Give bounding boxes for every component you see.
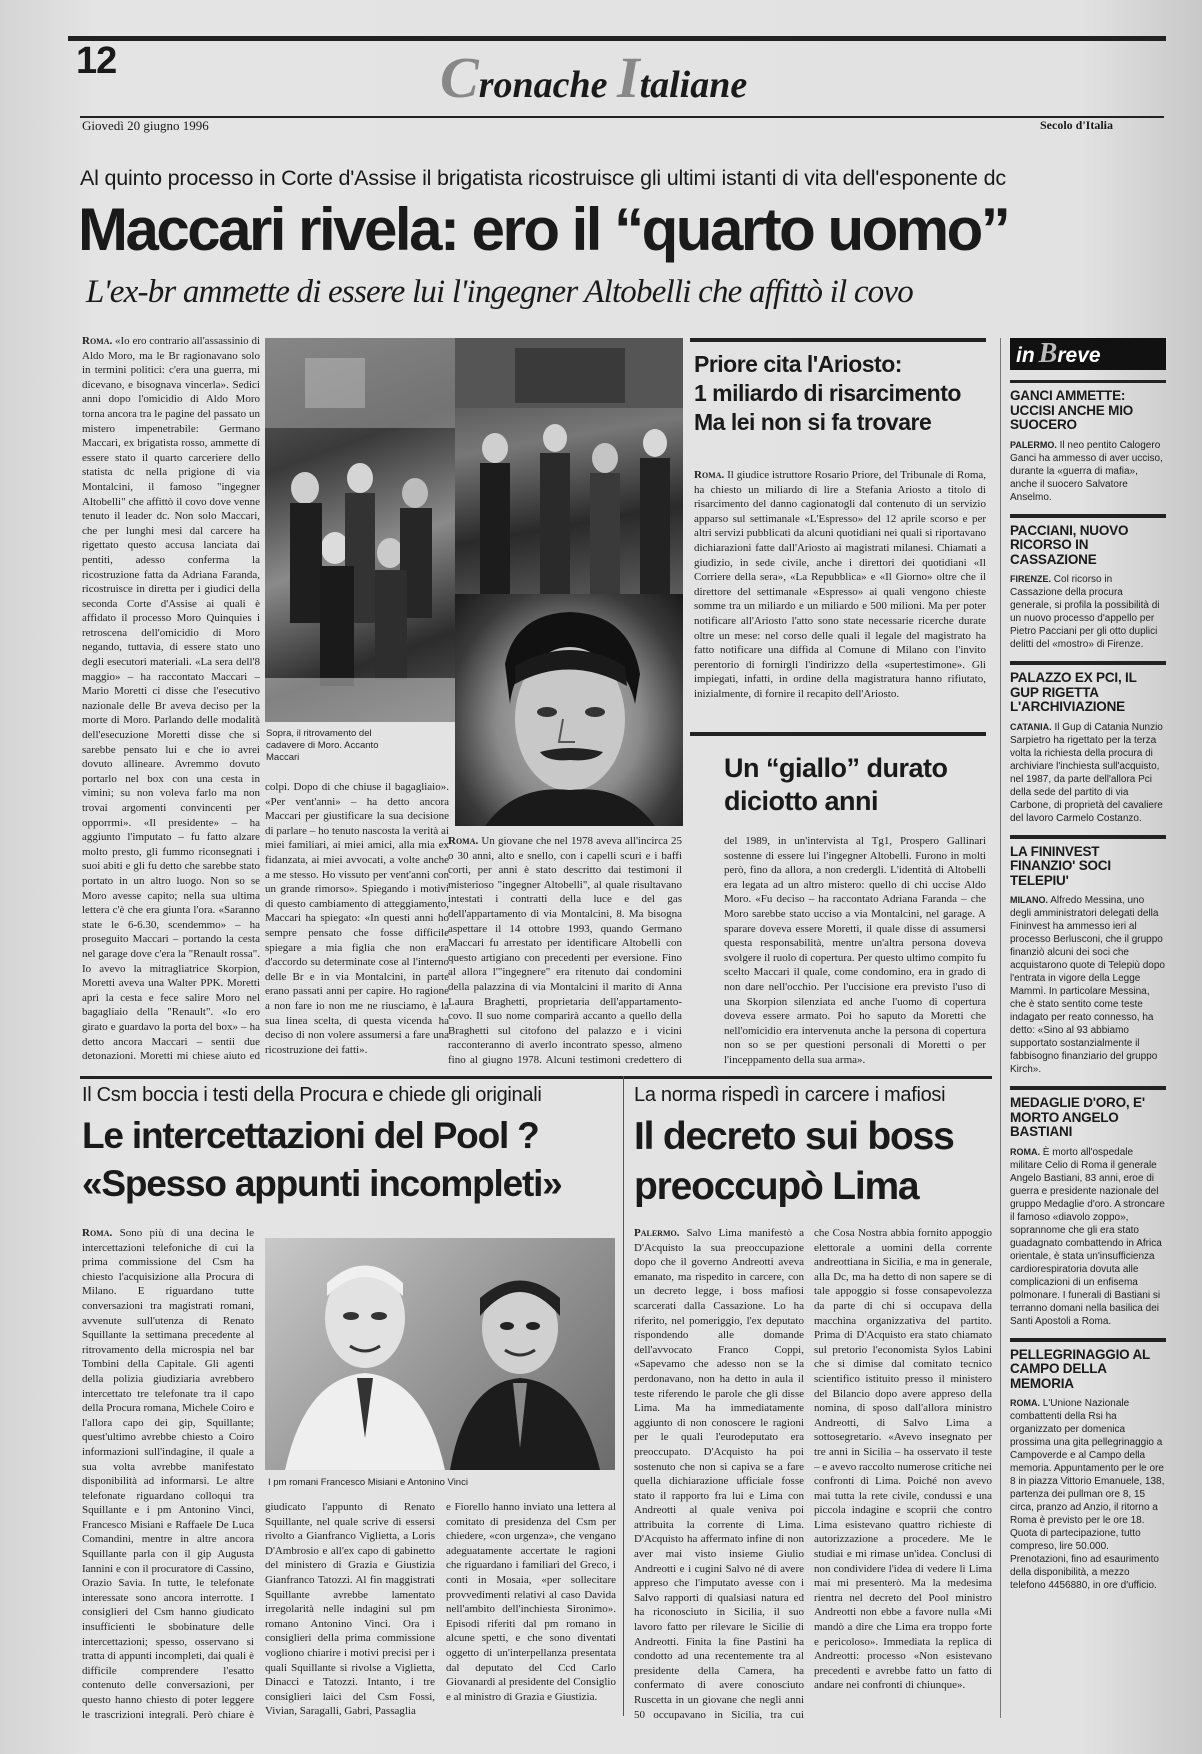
portrait-illustration (455, 594, 683, 826)
sidebar2-headline (724, 752, 994, 818)
brevi-separator (1010, 661, 1166, 665)
brevi-item (1010, 835, 1166, 1077)
brevi-item (1010, 380, 1166, 504)
brevi-body: L'Unione Nazionale combattenti della Rsi ha organizzato per domenica prossima una gita pellegrinaggio a Campoverde e al Campo della memoria. Appuntamento per le ore 8 in piazza Vittorio Emanuele, 138, partenza dei pullman ore 8, 15 circa, pranzo ad Anzio, il ritorno a Roma è previsto per le ore 18. Quota di partecipazione, tutto compreso, lire 50.000. Prenotazioni, fino ad esaurimento della disponibilità, a mezzo telefono 4456880, in ore d'ufficio. (1010, 1398, 1165, 1591)
sidebar2-headline-line2: diciotto anni (724, 786, 878, 816)
brevi-text (1010, 894, 1166, 1076)
lead-dateline: Roma. (82, 335, 113, 347)
sidebar1-rule (690, 338, 986, 342)
lima-dateline: Palermo. (634, 1227, 680, 1239)
brevi-text (1010, 573, 1166, 651)
lead-photo-caption: Sopra, il ritrovamento del cadavere di Moro. Accanto Maccari (266, 728, 379, 763)
section-rest-2: taliane (639, 64, 748, 106)
sidebar1-dateline: Roma. (694, 469, 725, 481)
lima-body-col1: Salvo Lima manifestò a D'Acquisto la sua preoccupazione dopo che il governo Andreotti aveva emanato, ma rispedito in carcere, con un decreto legge, i boss mafiosi scarcerati dalla Cassazione. Lo ha riferito, nel pomeriggio, l'ex deputato rispondendo alle domande dell'avvocato Franco Coppi, «Sapevamo che adesso non se la perdonavano, non ha detto in aula il teste riferendo le parole che gli disse Lima. Ma ha immediatamente aggiunto di non conoscere le ragioni per le quali l'eurodeputato era preoccupato. D'Acquisto ha poi sostenuto che non si capiva se a fare quella dichiarazione ufficiale fosse stato il rapporto fra lui e Lima con Andreotti al quale veniva poi attribuita la corrente di Lima. D'Acquisto ha affermato infine di non aver mai visto insieme Giulio Andreotti e i cugini Salvo né di avere appreso che l'imputato avesse con i Salvo rapporti di qualsiasi natura ed ha riconosciuto in Sicilia, il suo lavoro fatto per rilevare le Sicilie di Andreotti. Finita la fine Pastini ha condotto ad una recentemente tra al presidente della Camera, ha confermato di avere conosciuto Ruscetta in un giovane che negli anni 50 occupavano in Sicilia, tra cui (634, 1227, 804, 1720)
in-breve-in: in (1016, 344, 1035, 367)
pool-headline-line1: Le intercettazioni del Pool ? (82, 1115, 539, 1156)
lima-headline-line2: preoccupò Lima (634, 1165, 919, 1208)
brevi-dateline: MILANO. (1010, 895, 1048, 905)
sidebar1-headline-line3: Ma lei non si fa trovare (694, 409, 932, 435)
brevi-text (1010, 1397, 1166, 1592)
lead-column-2: colpi. Dopo di che chiuse il bagagliaio». «Per vent'anni» – ha detto ancora Maccari per giustificare la sua decisione di parlare – ho tenuto nascosta la verità ai miei familiari, ai miei amici, alla mia ex fidanzata, ai miei avvocati, a volte anche a me stesso. Ho vissuto per vent'anni con un grande rimorso». Spiegando i motivi di questo cambiamento di atteggiamento, Maccari ha spiegato: «In questi anni ho sempre pensato che fosse difficile spiegare a mia figlia che non era d'accordo su determinate cose al l'interno delle Br e in via Montalcini, in parte erano passati anni per capire. Ho ragione a non fare io non me ne riusciamo, è la sua linea scelta, di questa vicenda ha deciso di non volere assumersi a fare una ricostruzione dei fatti». (265, 781, 449, 1056)
brevi-list (1010, 380, 1166, 1592)
pool-text-col2: giudicato l'appunto di Renato Squillante, nel quale scrive di essersi rivolto a Gianfranco Viglietta, a Loris D'Ambrosio e all'ex capo di gabinetto del ministero di Grazia e Giustizia Gianfranco Tatozzi. Al fin maggistrati Squillante avrebbe lamentato irregolarità nelle indagini sul pm romano Antonino Vinci. Ora i consiglieri della prima commissione vogliono chiarire i motivi precisi per i quali Squillante si rivolse a Viglietta, Dinacci e Tatozzi. Intanto, i tre consiglieri laici del Csm Fossi, Vivian, Saragalli, Gabri, Passaglia (265, 1501, 435, 1718)
lead-subhead: L'ex-br ammette di essere lui l'ingegner Altobelli che affittò il covo (86, 274, 913, 310)
section-initial-2: I (616, 45, 640, 110)
lead-kicker: Al quinto processo in Corte d'Assise il brigatista ricostruisce gli ultimi istanti di vita dell'esponente dc (80, 166, 1006, 190)
sidebar2-body-col1: Un giovane che nel 1978 aveva all'incirca 25 o 30 anni, alto e snello, con i capelli scuri e i baffi corti, per anni è stato descritto dai testimoni il misterioso "ingegner Altobelli", al quale risultavano intestati i contratti della luce e del gas dell'appartamento di via Montalcini, 8. Ma bisogna aspettare il 14 ottobre 1993, quando Germano Maccari fu arrestato per identificare Altobelli con questo artigiano con precedenti per eversione. Fino al allora l'"ingegnere" era ritenuto dai condomini della palazzina di via Montalcini il marito di Anna Laura Braghetti, proprietaria dell'appartamento-covo. Il suo nome comparirà accanto a quello della Braghetti sul citofono del palazzo e i vicini racconteranno di averlo incontrato spesso, almeno fino al giugno 1978. Alcuni testimoni credettero di (448, 835, 682, 1066)
in-breve-initial: B (1038, 338, 1058, 369)
sidebar1-headline-line2: 1 miliardo di risarcimento (694, 380, 961, 406)
in-breve-banner (1010, 338, 1166, 370)
pool-text-col1 (82, 1226, 254, 1720)
brevi-text (1010, 721, 1166, 825)
crowd-illustration (265, 338, 455, 722)
brevi-title: PELLEGRINAGGIO AL CAMPO DELLA MEMORIA (1010, 1346, 1150, 1391)
lead-headline: Maccari rivela: ero il “quarto uomo” (78, 196, 1009, 263)
section-title (440, 44, 747, 111)
brevi-separator (1010, 514, 1166, 518)
sidebar2-text-col2: del 1989, in un'intervista al Tg1, Prospero Gallinari sostenne di essere lui l'ingegner Altobelli. Furono in molti però, fino da allora, a non credergli. L'identità di Altobelli era legata ad un altro mistero: quello di chi uccise Aldo Moro. «Fu deciso – ha raccontato Adriana Faranda – che Moro sarebbe stato ucciso a via Montalcini, nel garage. A sparare doveva essere Moretti, il quale disse di assumersi questa responsabilità, mentre un'altra persona doveva svolgere il ruolo di copertura. Per questo ultimo compito fu scelto Maccari il quale, come condomino, era in grado di non dare nell'occhio. Per l'uccisione era previsto l'uso di una Skorpion silenziata ed anche l'uomo di copertura doveva essere armato. Poi ho saputo da Moretti che nell'omicidio era intervenuta anche la persona di copertura non so se per questioni personali di Moretti o per l'inceppamento della sua arma». (724, 835, 986, 1066)
brevi-separator (1010, 1338, 1166, 1342)
brevi-dateline: CATANIA. (1010, 721, 1052, 732)
lima-headline (634, 1112, 994, 1212)
brevi-separator (1010, 835, 1166, 839)
lima-kicker: La norma rispedì in carcere i mafiosi (634, 1084, 946, 1106)
brevi-body: Il neo pentito Calogero Ganci ha ammesso di aver ucciso, durante la «guerra di mafia», anche il suocero Salvatore Anselmo. (1010, 439, 1163, 503)
sidebar2-rule (690, 732, 986, 736)
pool-headline (82, 1112, 622, 1208)
brevi-item (1010, 1086, 1166, 1328)
brevi-text (1010, 439, 1166, 504)
crowd-illustration-right (455, 338, 683, 594)
brevi-separator (1010, 380, 1166, 383)
photo-moro-finding-right (455, 338, 683, 594)
sidebar2-headline-line1: Un “giallo” durato (724, 753, 948, 783)
photo-maccari-portrait (455, 594, 683, 826)
brevi-item (1010, 514, 1166, 652)
pool-text-col3: e Fiorello hanno inviato una lettera al comitato di presidenza del Csm per chiedere, «con urgenza», che vengano adeguatamente accertate le ragioni che riguardano i familiari del Greco, i conti in Mosaia, «per sollecitare provvedimenti relativi al caso Davida nell'ambito dell'inchiesta Sironimo». Episodi riferiti dal pm romano in alcune spetti, e che sono diventati oggetto di un'interpellanza presentata dal deputato del Ccd Carlo Giovanardi al presidente del Consiglio e al ministro di Grazia e Giustizia. (446, 1501, 616, 1703)
brevi-item (1010, 1338, 1166, 1593)
lead-column-1 (82, 334, 260, 1066)
lima-headline-line1: Il decreto sui boss (634, 1115, 954, 1158)
brevi-title: MEDAGLIE D'ORO, E' MORTO ANGELO BASTIANI (1010, 1095, 1145, 1139)
brevi-title: GANCI AMMETTE: UCCISI ANCHE MIO SUOCERO (1010, 388, 1134, 432)
lima-text-col1 (634, 1226, 804, 1720)
in-breve-rest: reve (1057, 344, 1101, 367)
pool-kicker: Il Csm boccia i testi della Procura e chiede gli originali (82, 1084, 542, 1106)
sidebar2-text-col1 (448, 834, 682, 1066)
sidebar1-body: Il giudice istruttore Rosario Priore, del Tribunale di Roma, ha chiesto un miliardo di lire a Stefania Ariosto a titolo di risarcimento del danno cagionatogli dal contenuto di un servizio apparso sul settimanale «L'Espresso» del 12 aprile scorso e per altri servizi pubblicati da alcuni quotidiani nei quali si riportavano dichiarazioni fatte dall'Ariosto ai magistrati milanesi. Chiamati a giudizio, in sede civile, anche i direttori dei quotidiani «Il Corriere della sera», «La Repubblica» e «Il Giorno» oltre che il direttore del settimanale «Espresso» ai quali vengono chieste somme tra un miliardo e un miliardo e 500 milioni. Ma per poter notificare all'Ariosto l'atto sono state necessarie ricerche durate oltre un mese: nel corso delle quali il legale del magistrato ha fatto notificare una diffida al Comune di Milano con l'invito perentorio di fornirgli l'indirizzo della «supertestimone». Gli impiegati, infatti, in ordine della magistratura hanno rifiutato, inizialmente, di fornire il recapito dell'Ariosto. (694, 469, 986, 700)
lead-col1-text: «Io ero contrario all'assassinio di Aldo Moro, ma le Br ragionavano solo in termini politici: c'era una guerra, mi dicevano, e bisognava vincerla». Sedici anni dopo l'omicidio di Aldo Moro torna ancora tra le pagine del passato un mistero impenetrabile: Germano Maccari, ex brigatista rosso, ammette di essere stato il quarto carceriere dello statista dc nella prigione di via Montalcini, il famoso "ingegner Altobelli" che affittò il covo dove venne tenuto il leader dc. Non solo Maccari, che per lunghi mesi dal carcere ha rigettato questo accusa lanciata dai pentiti, adesso conferma la ricostruzione fatta da Adriana Faranda, ricostruisce in diretta per i giudici della seconda Corte d'Assise ai quali è affidato il processo Moro Quinquies i retroscena dell'omicidio di Moro negando, tuttavia, di essere stato uno degli esecutori materiali. «La sera dell'8 maggio» – ha raccontato Maccari – Mario Moretti ci disse che l'esecutivo nazionale delle Br aveva deciso per la morte di Moro. Parlando delle modalità dell'esecuzione Moretti disse che si sarebbe pensato lui e che io avrei dovuto allineare. Avremmo dovuto portarlo nel box con una cesta in vimini; su non voleva farlo ma non trovai argomenti convincenti per opporrmi». «Il presidente» – ha aggiunto l'imputato – fu fatto alzare molto presto, gli fummo riconsegnati i suoi abiti e gli fu detto che sarebbe stato portato in un altro luogo. Non so se Moro avesse capito; nella sua ultima lettera c'è che era giunta l'ora. «Saranno state le 6-6.30, scendemmo» – ha proseguito Maccari – portando la cesta nel garage dove c'era la "Renault rossa". Io avevo la mitragliatrice Skorpion, Moretti aveva una Walter PPK. Moretti aprì la cesta e fece salire Moro nel bagagliaio della "Renault". «Io ero girato e guardavo la porta del box» – ha detto ancora Maccari – sentii due detonazioni. Moretti mi chiese aiuto ed (82, 335, 260, 1063)
brevi-item (1010, 661, 1166, 825)
brevi-separator (1010, 1086, 1166, 1090)
in-breve-divider (1000, 338, 1001, 1718)
column-divider (623, 1076, 624, 1716)
sidebar1-text (694, 468, 986, 718)
section-initial-1: C (440, 45, 479, 110)
brevi-body: Il Gup di Catania Nunzio Sarpietro ha rigettato per la terza volta la richiesta della procura di archiviare l'inchiesta sull'acquisto, nel 1987, da parte dell'allora Pci della sede del partito di via Carbone, di proprietà del cavaliere del lavoro Carmelo Costanzo. (1010, 721, 1163, 824)
in-breve-column (1010, 338, 1166, 1718)
brevi-title: LA FININVEST FINANZIO' SOCI TELEPIU' (1010, 843, 1111, 888)
paper-name: Secolo d'Italia (1040, 118, 1114, 132)
brevi-dateline: ROMA. (1010, 1398, 1040, 1408)
brevi-dateline: ROMA. (1010, 1146, 1040, 1157)
section-divider (80, 1076, 992, 1079)
brevi-body: Alfredo Messina, uno degli amministratori delegati della Fininvest ha ammesso ieri al processo Berlusconi, che il gruppo finanziò alcuni dei soci che acquistarono quote di Telepiù dopo l'entrata in vigore della Legge Mammì. In particolare Messina, che è stato sentito come teste indagato per reato connesso, ha detto: «Sino al 93 abbiamo supportato sostanzialmente il fabbisogno finanziario del gruppo Kirch». (1010, 895, 1165, 1075)
brevi-title: PALAZZO EX PCI, IL GUP RIGETTA L'ARCHIVIAZIONE (1010, 670, 1137, 714)
sidebar2-dateline: Roma. (448, 835, 479, 847)
masthead-rule (80, 116, 1164, 118)
pool-dateline: Roma. (82, 1227, 113, 1239)
brevi-text (1010, 1146, 1166, 1328)
section-rest-1: ronache (478, 64, 617, 106)
sidebar1-headline-line1: Priore cita l'Ariosto: (694, 351, 902, 377)
brevi-body: È morto all'ospedale militare Celio di Roma il generale Angelo Bastiani, 83 anni, eroe di guerra e presidente nazionale del gruppo Medaglie d'oro. A stroncare il famoso «diavolo zoppo», soprannome che gli era stato guadagnato combattendo in Africa orientale, è stata un'insufficienza cardiorespiratoria dovuta alle complicazioni di un enfisema polmonare. I funerali di Bastiani si terranno domani nella basilica dei Santi Apostoli a Roma. (1010, 1146, 1165, 1327)
sidebar1-headline (694, 350, 994, 437)
photo-misiani-vinci (265, 1238, 615, 1470)
lima-text-col2: che Cosa Nostra abbia fornito appoggio elettorale a uomini della corrente andreottiana in Sicilia, e ma in generale, alla Dc, ma ha detto di non sapere se di tale appoggio si fosse consapevolezza da parte di chi si occupava della macchina organizzativa del partito. Prima di D'Acquisto era stato chiamato sul pretorio l'economista Sylos Labini che si dimise dal comitato tecnico scientifico istituito presso il ministero del Bilancio dopo avere appreso della nomina, di sposo dall'allora ministro Andreotti, di Salvo Lima a sottosegretario. «Avevo insegnato per tre anni in Sicilia – ha osservato il teste – e avevo raccolto numerose critiche nei confronti di Lima. Poiché non avevo mai tutta la rete civile, condussi e una piccola indagine e scoprii che contro Lima esistevano quattro richieste di autorizzazione a procedere. Me le studiai e mi rimase un'idea. Conclusi di non condividere l'idea di vedere lì Lima mai mi presenterò. Ma la medesima rientra nel decreto del Pool ministro Andreotti non ebbe a favore nulla «Mi mandò a dire che Lima era troppo forte e pericoloso». Immediata la replica di Andreotti: processo «Non esistevano precedenti e avrebbe fatto un fatto di andare nei confronti di chiunque». (814, 1227, 992, 1692)
pm-portraits-illustration (265, 1238, 615, 1470)
pool-body-col1: Sono più di una decina le intercettazioni telefoniche di cui la prima commissione del Csm ha chiesto l'acquisizione alla Procura di Milano. E riguardano tutte conversazioni tra magistrati romani, avvenute sull'utenza di Renato Squillante la settimana precedente al ritrovamento della microspia nel bar Tombini della Capitale. Gli agenti della polizia giudiziaria avrebbero intercettato tre telefonate tra il capo della Procura romana, Michele Coiro e l'allora capo dei gip, Squillante; quest'ultimo avrebbe chiesto a Coiro informazioni sull'indagine, il quale a sua volta avrebbe manifestato disponibilità ad informarsi. Le altre telefonate riguardano colloqui tra Squillante e i pm Antonino Vinci, Francesco Misiani e Raffaele De Luca Comandini, mentre in altre ancora Squillante parla con il gip Augusta Iannini e con il procuratore di Cassino, Orazio Savia. In tutte, le telefonate interessate sono ancora interrotte. I consiglieri del Csm hanno giudicato insufficienti le sbobinature delle intercettazioni; spesso, osservano si tratta di appunti incompleti, dai quali è difficile comprendere l'esatto contenuto delle conversazioni, per questo hanno chiesto di poter leggere le trascrizioni integrali. Però chiare è (82, 1227, 254, 1720)
brevi-title: PACCIANI, NUOVO RICORSO IN CASSAZIONE (1010, 522, 1129, 567)
brevi-dateline: PALERMO. (1010, 439, 1057, 450)
brevi-body: Col ricorso in Cassazione della procura generale, si profila la possibilità di un nuovo processo d'appello per Pietro Pacciani per gli otto duplici delitti del «mostro» di Firenze. (1010, 574, 1160, 650)
brevi-dateline: FIRENZE. (1010, 574, 1052, 584)
pool-photo-caption: I pm romani Francesco Misiani e Antonino Vinci (268, 1477, 468, 1488)
page-number: 12 (76, 40, 117, 82)
pool-headline-line2: «Spesso appunti incompleti» (82, 1163, 562, 1204)
top-rule (68, 36, 1166, 41)
photo-moro-finding (265, 338, 455, 722)
issue-date: Giovedì 20 giugno 1996 (82, 118, 209, 133)
